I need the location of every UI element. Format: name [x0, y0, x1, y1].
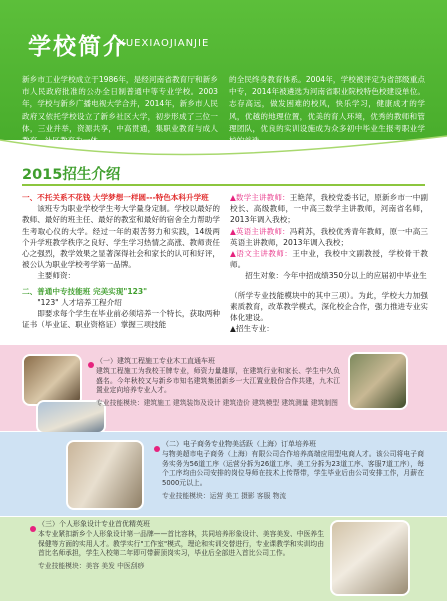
pin-icon — [30, 526, 36, 532]
teacher1-text: 王艳萍，我校党委书记，原新乡市一中副校长、高级教师，一中高三数学主讲教师，河南省名师，2013年调入我校； — [230, 193, 429, 225]
major-image-design-body: 本专业紧扣新乡个人形象设计第一品牌——首比容林，共同培养形象设计、美容美发、中医养生保健等方面的实用人才。教学实行"工作室"模式，理论和实训交替进行，专业课教学和实训均由首比名师承担，学生入校第二年即可带薪顶岗实习，毕业后全部进入首比公司工作。 — [38, 529, 324, 558]
major-ecommerce-skills: 专业技能模块：运营 美工 摄影 客服 物流 — [162, 491, 287, 500]
construction-photo-1 — [22, 354, 82, 406]
item2-body: 即要求每个学生在毕业前必须培养一个特长，获取两种证书（毕业证、职业资格证）掌握三项技能 — [22, 309, 220, 330]
header-wave-divider — [0, 136, 447, 166]
section-divider — [22, 184, 425, 186]
enroll-target: 招生对象：今年中招成绩350分以上的应届初中毕业生 — [245, 271, 427, 281]
item2-line1: "123" 人才培养工程介绍 — [37, 297, 122, 307]
enroll-major-label: ▲招生专业： — [230, 324, 274, 334]
section-right-column — [230, 192, 428, 334]
image-design-photo — [330, 520, 410, 596]
section-left-column — [22, 192, 220, 330]
ecommerce-photo — [66, 440, 144, 510]
item2-heading: 二、普通中专技能班 完美实现"123" — [22, 286, 148, 296]
section-title: 2015招生介绍 — [22, 167, 121, 183]
major-construction-skills: 专业技能模块：建筑施工 建筑装饰及设计 建筑造价 建筑模型 建筑测量 建筑制图 — [96, 399, 338, 408]
teacher1-label: ▲数学主讲教师： — [230, 193, 290, 202]
construction-photo-3 — [348, 352, 408, 410]
major-ecommerce-heading: （二）电子商务专业物美活跃（上海）订单培养班 — [162, 440, 316, 448]
header-banner — [0, 0, 447, 146]
teacher3-label: ▲语文主讲教师： — [230, 249, 293, 259]
intro-text-left: 新乡市工业学校成立于1986年，是经河南省教育厅和新乡市人民政府批准的公办全日制普通中等专业学校。2003年，学校与新乡广播电视大学合并，2014年，新乡市人民政府又依托学校设立了新乡社区大学，初步形成了三位一体，三业并举，资源共享，中高贯通，集职业教育与成人教育，社区教育为一体 — [22, 75, 218, 146]
major-image-design-text — [38, 520, 324, 572]
page-subtitle: XUEXIAOJIANJIE — [118, 38, 210, 49]
major-construction-heading: （一）建筑工程施工专业木工直通车班 — [96, 357, 215, 365]
pin-icon — [154, 446, 160, 452]
item1-body: 该班专为职业学校学生考大学量身定制。学校以最好的教师、最好的班主任、最好的教室和最好的宿舍全力帮助学生考取心仪的大学。经过一年的艰苦努力和实践，14级两个升学班教学秩序之良好、学生学习热情之高涨、教师责任心之强烈，教学效果之显著深得社会和家长的认可和好评，被公认为职业学校考学第一品牌。 — [22, 204, 220, 270]
item2-continuation: （所学专业技能模块中的其中三项）。为此，学校大力加强素质教育，改革教学模式，深化校企合作，强力推进专业实体化建设。 — [230, 290, 428, 323]
teacher3-text: 王中业，我校中文副教授，学校骨干教师。 — [230, 249, 429, 270]
teacher2-label: ▲英语主讲教师： — [230, 226, 290, 236]
page-title: 学校简介 — [28, 34, 128, 60]
teacher2-text: 冯莉苏，我校优秀青年教师，原一中高三英语主讲教师，2013年调入我校； — [230, 226, 429, 247]
major-ecommerce-body: 与物美超市电子商务（上海）有限公司合作培养高端应用型电商人才。该公司将电子商务实务为56道工序（运营分拆为26道工序、美工分拆为23道工序、客服7道工序），每个工序均由公司安排的岗位导师在技术上传帮带，学生毕业后由公司安排工作，月薪在5000元以上。 — [162, 449, 424, 488]
pin-icon — [88, 362, 94, 368]
major-image-design-skills: 专业技能模块：美容 美发 中医刮痧 — [38, 562, 145, 571]
staff-label: 主要师资： — [37, 271, 76, 281]
intro-text-right: 的全民终身教育体系。2004年，学校被评定为省部级重点中专，2014年被遴选为河南省职业院校特色校建设单位。志存高远，做发困难的校风，快乐学习，健康成才的学风，优越的地理位置，优美的育人环境，优秀的教师和管理团队，优良的实训设施成为众多初中毕业生报考职业学校的首选。 — [229, 75, 425, 146]
major-construction-text — [96, 357, 340, 409]
major-image-design-heading: （三）个人形象设计专业首优精英班 — [38, 520, 150, 528]
major-construction-body: 建筑工程施工为我校王牌专业，师资力量雄厚，在建筑行业和家长、学生中久负盛名。今年秋校又与新乡市知名建筑集团新乡一大江置业股份合作共建，九木江置业定向培养专业人才。 — [96, 366, 340, 395]
item1-heading: 一、不托关系不花钱 大学梦想一样圆---特色本科升学班 — [22, 193, 209, 202]
major-ecommerce-text — [162, 440, 424, 502]
